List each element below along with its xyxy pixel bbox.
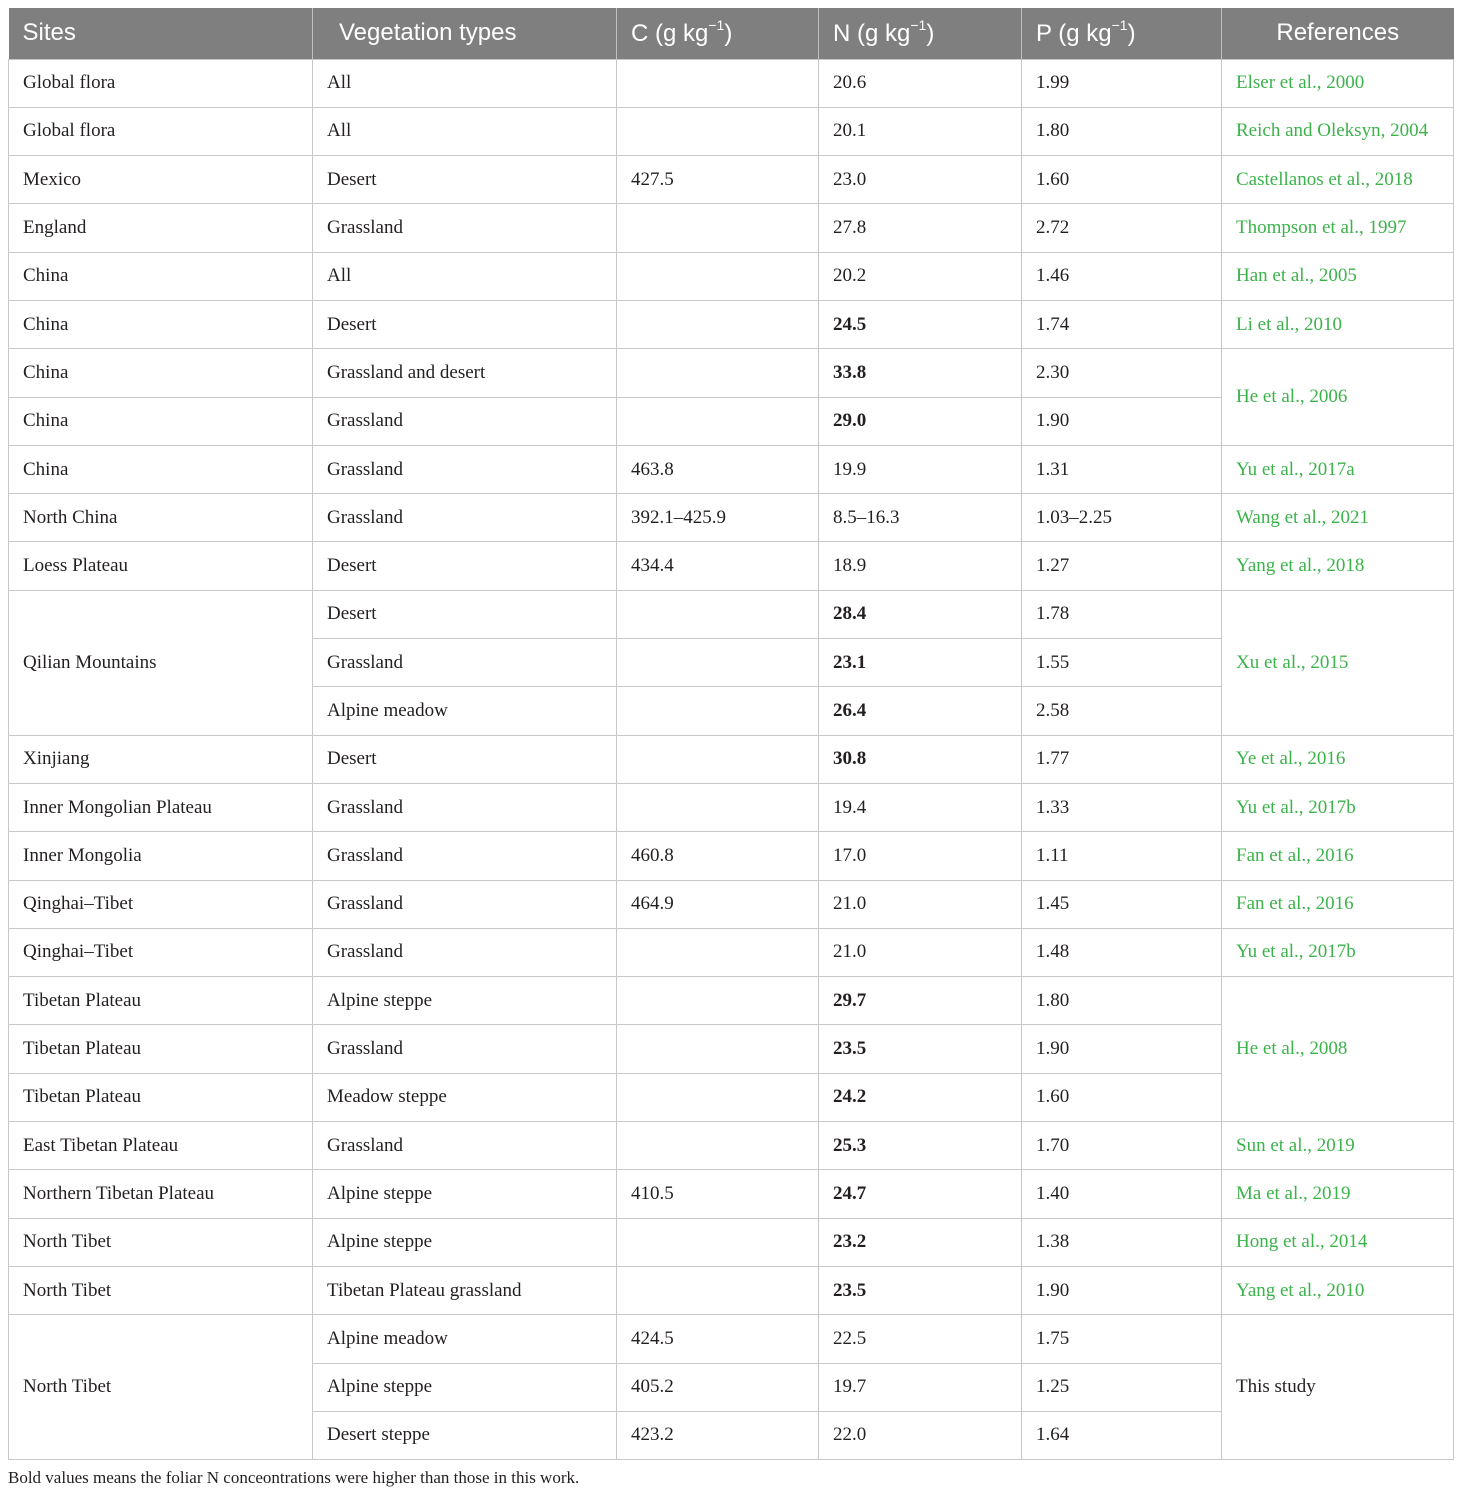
site-cell: China — [9, 300, 313, 348]
vegetation-cell: Grassland — [313, 204, 617, 252]
site-cell: China — [9, 397, 313, 445]
reference-link[interactable]: He et al., 2008 — [1222, 977, 1454, 1122]
site-cell: England — [9, 204, 313, 252]
vegetation-cell: All — [313, 252, 617, 300]
vegetation-cell: Grassland and desert — [313, 349, 617, 397]
reference-link[interactable]: He et al., 2006 — [1222, 349, 1454, 446]
p-cell: 1.03–2.25 — [1022, 494, 1222, 542]
n-cell: 23.1 — [819, 639, 1022, 687]
c-cell — [617, 59, 819, 107]
table-row — [9, 494, 1454, 542]
p-cell: 1.90 — [1022, 1025, 1222, 1073]
c-cell — [617, 252, 819, 300]
header-c: C (g $kg^{-1}$) — [617, 8, 819, 59]
vegetation-cell: All — [313, 107, 617, 155]
site-cell: Xinjiang — [9, 735, 313, 783]
reference-link[interactable]: Xu et al., 2015 — [1222, 590, 1454, 735]
vegetation-cell: Desert — [313, 590, 617, 638]
site-cell: North Tibet — [9, 1266, 313, 1314]
reference-link[interactable]: Ma et al., 2019 — [1222, 1170, 1454, 1218]
vegetation-cell: All — [313, 59, 617, 107]
n-cell: 19.4 — [819, 783, 1022, 831]
header-n: N (g $kg^{-1}$) — [819, 8, 1022, 59]
vegetation-cell: Grassland — [313, 783, 617, 831]
c-cell — [617, 349, 819, 397]
site-cell: Northern Tibetan Plateau — [9, 1170, 313, 1218]
reference-link[interactable]: Reich and Oleksyn, 2004 — [1222, 107, 1454, 155]
table-row — [9, 1170, 1454, 1218]
p-cell: 1.25 — [1022, 1363, 1222, 1411]
site-cell: China — [9, 252, 313, 300]
reference-link[interactable]: Fan et al., 2016 — [1222, 832, 1454, 880]
n-cell: 20.1 — [819, 107, 1022, 155]
vegetation-cell: Meadow steppe — [313, 1073, 617, 1121]
c-cell — [617, 783, 819, 831]
reference-link[interactable]: Han et al., 2005 — [1222, 252, 1454, 300]
reference-link[interactable]: Sun et al., 2019 — [1222, 1122, 1454, 1170]
c-cell — [617, 107, 819, 155]
reference-link[interactable]: Yu et al., 2017b — [1222, 783, 1454, 831]
vegetation-cell: Grassland — [313, 1025, 617, 1073]
site-cell: Inner Mongolia — [9, 832, 313, 880]
site-cell: Inner Mongolian Plateau — [9, 783, 313, 831]
table-row — [9, 107, 1454, 155]
n-cell: 22.0 — [819, 1411, 1022, 1459]
header-sites: Sites — [9, 8, 313, 59]
c-cell — [617, 300, 819, 348]
c-cell — [617, 735, 819, 783]
c-cell: 463.8 — [617, 445, 819, 493]
vegetation-cell: Grassland — [313, 928, 617, 976]
p-cell: 2.30 — [1022, 349, 1222, 397]
p-cell: 1.77 — [1022, 735, 1222, 783]
reference-link[interactable]: Thompson et al., 1997 — [1222, 204, 1454, 252]
c-cell — [617, 1266, 819, 1314]
c-cell: 423.2 — [617, 1411, 819, 1459]
c-cell — [617, 977, 819, 1025]
table-row — [9, 880, 1454, 928]
reference-cell: This study — [1222, 1315, 1454, 1460]
table-row — [9, 1266, 1454, 1314]
n-cell: 23.0 — [819, 156, 1022, 204]
n-cell: 22.5 — [819, 1315, 1022, 1363]
table-row — [9, 735, 1454, 783]
site-cell: Tibetan Plateau — [9, 1025, 313, 1073]
p-cell: 1.33 — [1022, 783, 1222, 831]
table-row — [9, 783, 1454, 831]
table-row — [9, 1218, 1454, 1266]
n-cell: 23.5 — [819, 1025, 1022, 1073]
c-cell: 427.5 — [617, 156, 819, 204]
table-row — [9, 252, 1454, 300]
vegetation-cell: Tibetan Plateau grassland — [313, 1266, 617, 1314]
reference-link[interactable]: Castellanos et al., 2018 — [1222, 156, 1454, 204]
vegetation-cell: Grassland — [313, 397, 617, 445]
n-cell: 27.8 — [819, 204, 1022, 252]
c-cell: 405.2 — [617, 1363, 819, 1411]
p-cell: 1.60 — [1022, 156, 1222, 204]
n-cell: 25.3 — [819, 1122, 1022, 1170]
n-cell: 28.4 — [819, 590, 1022, 638]
vegetation-cell: Alpine steppe — [313, 1170, 617, 1218]
vegetation-cell: Grassland — [313, 832, 617, 880]
vegetation-cell: Grassland — [313, 1122, 617, 1170]
header-vegetation: Vegetation types — [313, 8, 617, 59]
c-cell: 460.8 — [617, 832, 819, 880]
n-cell: 21.0 — [819, 880, 1022, 928]
site-cell: Qinghai–Tibet — [9, 928, 313, 976]
vegetation-cell: Desert — [313, 156, 617, 204]
site-cell: East Tibetan Plateau — [9, 1122, 313, 1170]
reference-link[interactable]: Yang et al., 2010 — [1222, 1266, 1454, 1314]
vegetation-cell: Alpine steppe — [313, 1218, 617, 1266]
site-cell: Qinghai–Tibet — [9, 880, 313, 928]
table-row — [9, 1122, 1454, 1170]
vegetation-cell: Grassland — [313, 880, 617, 928]
reference-link[interactable]: Yang et al., 2018 — [1222, 542, 1454, 590]
p-cell: 1.75 — [1022, 1315, 1222, 1363]
n-cell: 21.0 — [819, 928, 1022, 976]
n-cell: 18.9 — [819, 542, 1022, 590]
c-cell — [617, 1025, 819, 1073]
p-cell: 1.45 — [1022, 880, 1222, 928]
n-cell: 20.2 — [819, 252, 1022, 300]
c-cell — [617, 639, 819, 687]
n-cell: 23.2 — [819, 1218, 1022, 1266]
n-cell: 33.8 — [819, 349, 1022, 397]
p-cell: 1.31 — [1022, 445, 1222, 493]
p-cell: 1.99 — [1022, 59, 1222, 107]
vegetation-cell: Desert steppe — [313, 1411, 617, 1459]
table-row — [9, 156, 1454, 204]
reference-link[interactable]: Yu et al., 2017b — [1222, 928, 1454, 976]
table-row — [9, 542, 1454, 590]
c-cell — [617, 590, 819, 638]
site-cell: Global flora — [9, 107, 313, 155]
p-cell: 1.55 — [1022, 639, 1222, 687]
p-cell: 2.72 — [1022, 204, 1222, 252]
table-row — [9, 928, 1454, 976]
reference-link[interactable]: Hong et al., 2014 — [1222, 1218, 1454, 1266]
n-cell: 20.6 — [819, 59, 1022, 107]
site-cell: Mexico — [9, 156, 313, 204]
n-cell: 24.5 — [819, 300, 1022, 348]
c-cell: 392.1–425.9 — [617, 494, 819, 542]
c-cell: 434.4 — [617, 542, 819, 590]
site-cell: Tibetan Plateau — [9, 1073, 313, 1121]
table-row — [9, 59, 1454, 107]
site-cell: Qilian Mountains — [9, 590, 313, 735]
p-cell: 1.78 — [1022, 590, 1222, 638]
reference-link[interactable]: Yu et al., 2017a — [1222, 445, 1454, 493]
reference-link[interactable]: Elser et al., 2000 — [1222, 59, 1454, 107]
table-footnote: Bold values means the foliar N conceontrations were higher than those in this work. — [8, 1468, 580, 1487]
p-cell: 1.80 — [1022, 977, 1222, 1025]
nutrient-table — [8, 8, 1454, 1460]
site-cell: Loess Plateau — [9, 542, 313, 590]
reference-link[interactable]: Wang et al., 2021 — [1222, 494, 1454, 542]
vegetation-cell: Grassland — [313, 445, 617, 493]
reference-link[interactable]: Fan et al., 2016 — [1222, 880, 1454, 928]
reference-link[interactable]: Li et al., 2010 — [1222, 300, 1454, 348]
p-cell: 1.11 — [1022, 832, 1222, 880]
p-cell: 1.74 — [1022, 300, 1222, 348]
n-cell: 19.9 — [819, 445, 1022, 493]
n-cell: 8.5–16.3 — [819, 494, 1022, 542]
site-cell: North Tibet — [9, 1315, 313, 1460]
p-cell: 1.80 — [1022, 107, 1222, 155]
p-cell: 1.90 — [1022, 1266, 1222, 1314]
header-references: References — [1222, 8, 1454, 59]
site-cell: Tibetan Plateau — [9, 977, 313, 1025]
site-cell: North Tibet — [9, 1218, 313, 1266]
n-cell: 19.7 — [819, 1363, 1022, 1411]
header-p: P (g $kg^{-1}$) — [1022, 8, 1222, 59]
vegetation-cell: Alpine meadow — [313, 1315, 617, 1363]
c-cell: 424.5 — [617, 1315, 819, 1363]
c-cell — [617, 397, 819, 445]
vegetation-cell: Alpine steppe — [313, 977, 617, 1025]
p-cell: 2.58 — [1022, 687, 1222, 735]
n-cell: 29.7 — [819, 977, 1022, 1025]
vegetation-cell: Alpine meadow — [313, 687, 617, 735]
n-cell: 24.7 — [819, 1170, 1022, 1218]
p-cell: 1.48 — [1022, 928, 1222, 976]
vegetation-cell: Desert — [313, 735, 617, 783]
p-cell: 1.90 — [1022, 397, 1222, 445]
p-cell: 1.60 — [1022, 1073, 1222, 1121]
table-row — [9, 1315, 1454, 1363]
n-cell: 17.0 — [819, 832, 1022, 880]
table-row — [9, 349, 1454, 397]
p-cell: 1.46 — [1022, 252, 1222, 300]
n-cell: 24.2 — [819, 1073, 1022, 1121]
n-cell: 26.4 — [819, 687, 1022, 735]
table-row — [9, 445, 1454, 493]
n-cell: 23.5 — [819, 1266, 1022, 1314]
c-cell: 464.9 — [617, 880, 819, 928]
c-cell — [617, 204, 819, 252]
vegetation-cell: Grassland — [313, 494, 617, 542]
p-cell: 1.40 — [1022, 1170, 1222, 1218]
c-cell — [617, 1122, 819, 1170]
table-row — [9, 977, 1454, 1025]
site-cell: Global flora — [9, 59, 313, 107]
table-header-row — [9, 8, 1454, 59]
vegetation-cell: Desert — [313, 300, 617, 348]
c-cell: 410.5 — [617, 1170, 819, 1218]
site-cell: North China — [9, 494, 313, 542]
p-cell: 1.27 — [1022, 542, 1222, 590]
vegetation-cell: Desert — [313, 542, 617, 590]
table-row — [9, 204, 1454, 252]
c-cell — [617, 687, 819, 735]
table-row — [9, 590, 1454, 638]
p-cell: 1.38 — [1022, 1218, 1222, 1266]
n-cell: 29.0 — [819, 397, 1022, 445]
p-cell: 1.64 — [1022, 1411, 1222, 1459]
site-cell: China — [9, 349, 313, 397]
reference-link[interactable]: Ye et al., 2016 — [1222, 735, 1454, 783]
p-cell: 1.70 — [1022, 1122, 1222, 1170]
vegetation-cell: Alpine steppe — [313, 1363, 617, 1411]
c-cell — [617, 928, 819, 976]
c-cell — [617, 1218, 819, 1266]
n-cell: 30.8 — [819, 735, 1022, 783]
c-cell — [617, 1073, 819, 1121]
vegetation-cell: Grassland — [313, 639, 617, 687]
site-cell: China — [9, 445, 313, 493]
table-row — [9, 300, 1454, 348]
table-row — [9, 832, 1454, 880]
